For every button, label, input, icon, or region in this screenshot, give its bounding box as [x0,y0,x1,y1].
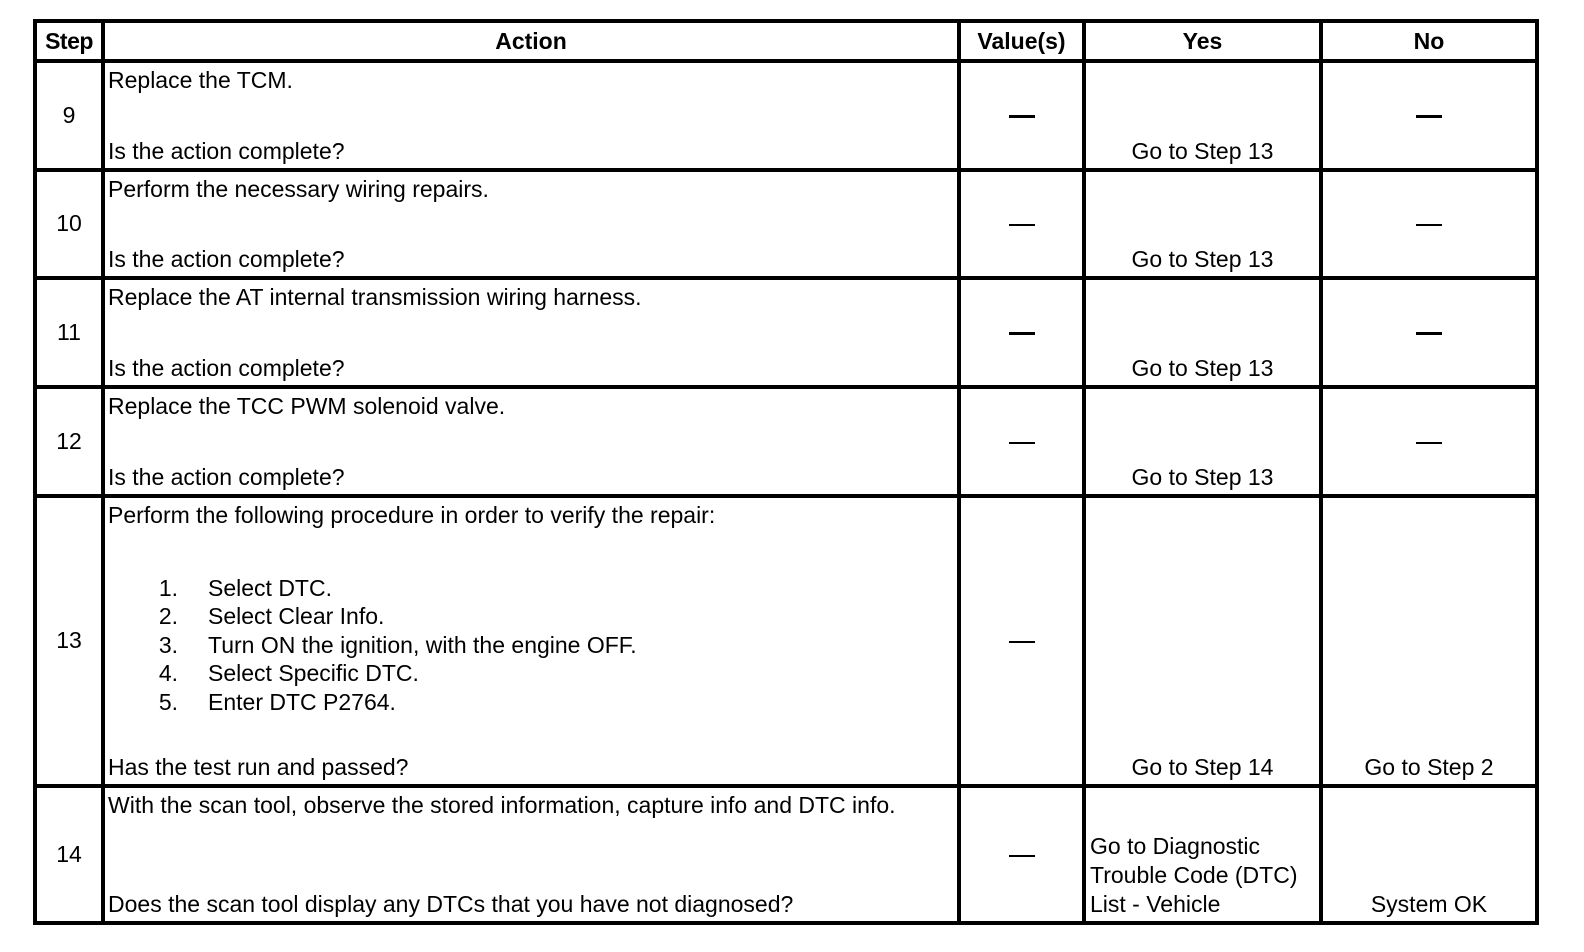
step-number: 12 [35,387,103,496]
yes-line: Go to Diagnostic [1090,833,1261,859]
yes-cell: Go to Step 14 [1084,496,1321,787]
em-dash [1416,442,1442,444]
no-cell [1321,170,1537,279]
action-text: Perform the necessary wiring repairs. [108,175,489,202]
em-dash [1416,332,1442,335]
procedure-number: 2. [158,603,178,630]
action-text: Perform the following procedure in order to verify the repair: [108,501,716,528]
procedure-item [108,688,951,717]
em-dash [1009,115,1035,118]
action-text: With the scan tool, observe the stored information, capture info and DTC info. [108,792,896,819]
action-cell [103,278,959,387]
action-question: Does the scan tool display any DTCs that you have not diagnosed? [108,891,794,917]
value-cell [959,278,1084,387]
procedure-number: 4. [158,660,178,687]
diagnostic-table-document [33,19,1535,925]
yes-cell: Go to Step 13 [1084,387,1321,496]
table-row [35,786,1537,923]
yes-cell [1084,786,1321,923]
step-number: 13 [35,496,103,787]
action-question: Is the action complete? [108,354,345,381]
em-dash [1009,224,1035,226]
table-row [35,496,1537,787]
procedure-item [108,631,951,660]
procedure-text: Select DTC. [208,574,332,601]
step-number: 9 [35,61,103,170]
value-cell [959,61,1084,170]
header-no: No [1321,21,1537,61]
table-row [35,170,1537,279]
procedure-list [108,574,951,717]
action-question: Is the action complete? [108,463,345,490]
no-cell [1321,61,1537,170]
yes-line: Trouble Code (DTC) [1090,862,1298,888]
procedure-text: Select Clear Info. [208,603,385,630]
no-cell [1321,387,1537,496]
em-dash [1009,332,1035,335]
action-cell [103,61,959,170]
action-cell [103,170,959,279]
action-text: Replace the TCC PWM solenoid valve. [108,392,506,419]
step-number: 10 [35,170,103,279]
action-cell [103,786,959,923]
procedure-item [108,659,951,688]
step-number: 14 [35,786,103,923]
em-dash [1009,855,1035,857]
yes-cell: Go to Step 13 [1084,170,1321,279]
diagnostic-steps-table [33,19,1539,925]
procedure-text: Turn ON the ignition, with the engine OFF. [208,631,637,658]
em-dash [1416,115,1442,118]
procedure-number: 3. [158,631,178,658]
value-cell [959,496,1084,787]
value-cell [959,170,1084,279]
em-dash [1416,224,1442,226]
em-dash [1009,641,1035,643]
action-text: Replace the AT internal transmission wiring harness. [108,284,642,311]
procedure-number: 5. [158,688,178,715]
procedure-number: 1. [158,574,178,601]
action-question: Is the action complete? [108,246,345,273]
header-step: Step [35,21,103,61]
header-action: Action [103,21,959,61]
table-row [35,61,1537,170]
table-row [35,278,1537,387]
no-cell: Go to Step 2 [1321,496,1537,787]
em-dash [1009,442,1035,444]
action-cell [103,496,959,787]
no-cell: System OK [1321,786,1537,923]
value-cell [959,786,1084,923]
action-text: Replace the TCM. [108,67,293,93]
table-row [35,387,1537,496]
procedure-text: Enter DTC P2764. [208,688,396,715]
yes-cell: Go to Step 13 [1084,278,1321,387]
yes-line: List - Vehicle [1090,891,1221,917]
header-values: Value(s) [959,21,1084,61]
procedure-item [108,602,951,631]
value-cell [959,387,1084,496]
action-cell [103,387,959,496]
header-yes: Yes [1084,21,1321,61]
action-question: Is the action complete? [108,137,345,164]
action-question: Has the test run and passed? [108,754,409,781]
procedure-item [108,574,951,603]
no-cell [1321,278,1537,387]
table-header-row [35,21,1537,61]
yes-cell: Go to Step 13 [1084,61,1321,170]
step-number: 11 [35,278,103,387]
procedure-text: Select Specific DTC. [208,660,419,687]
